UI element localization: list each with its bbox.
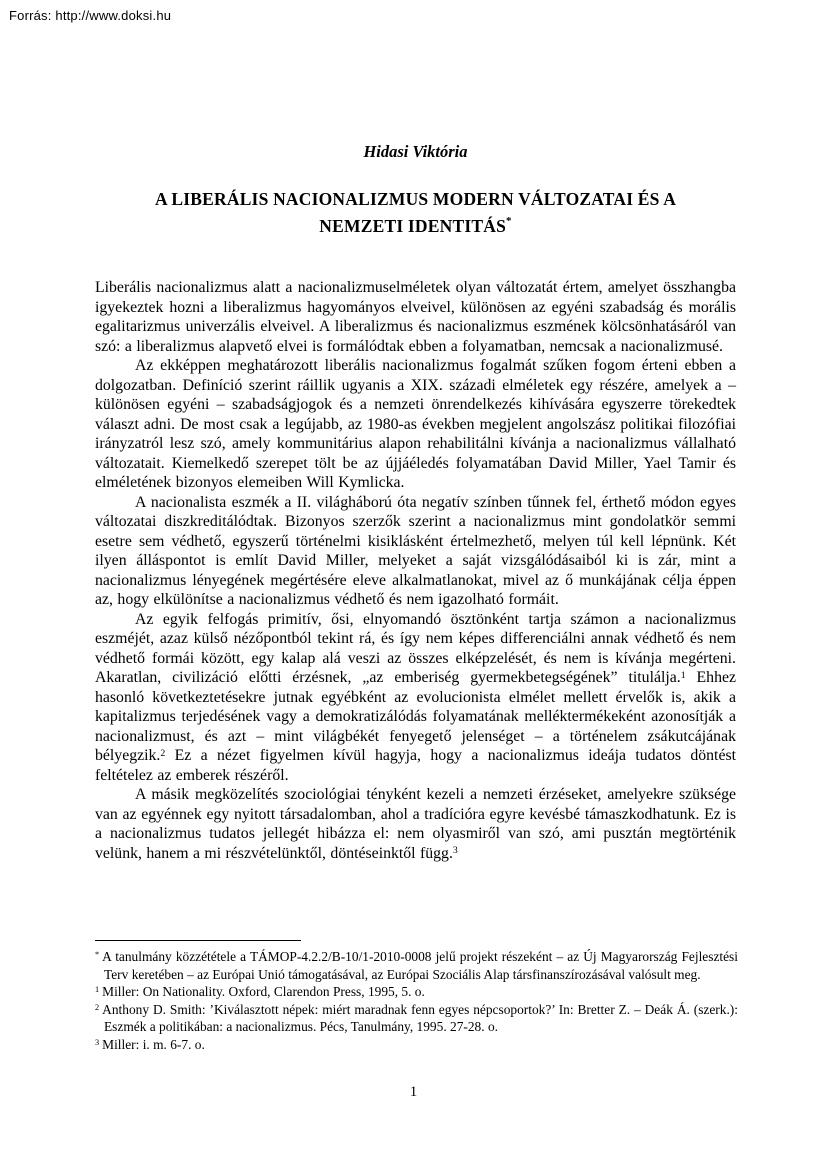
footnote-ref: 3 — [452, 845, 458, 857]
paragraph: A másik megközelítés szociológiai tényként kezeli a nemzeti érzéseket, amelyekre szüksége van az egyénnek egy nyitott társadalomban, ahol a tradícióra egyre kevésbé támaszkodhatunk. Ez is a nacionalizmus tudatos jellegét hibázza el: nem olyasmiről van szó, ami pusztán megtörténik velünk, hanem a mi részvételünktől, döntéseinktől függ.$^3$ — [95, 786, 736, 862]
paragraph: A nacionalista eszmék a II. világháború óta negatív színben tűnnek fel, érthető módon egyes változatai diszkreditálódtak. Bizonyos szerzők szerint a nacionalizmus mint gondolatkör semmi esetre sem védhető, egyszerű történelmi kisiklásként értelmezhető, melyen túl kell lépnünk. Két ilyen álláspontot is említ David Miller, melyeket a saját vizsgálódásaiból ki is zár, mint a nacionalizmus lényegének megértésére eleve alkalmatlanokat, mivel az ő munkájának célja éppen az, hogy elkülönítse a nacionalizmus védhető és nem igazolható formáit. — [95, 493, 736, 608]
body-paragraphs — [95, 278, 736, 863]
footnote-separator — [95, 940, 301, 941]
footnote: $^2$ Anthony D. Smith: ’Kiválasztott népek: miért maradnak fenn egyes népcsoportok?’ In: Bretter Z. – Deák Á. (szerk.): Eszmék a politikában: a nacionalizmus. Pécs, Tanulmány, 1995. 27-28. o. — [95, 1001, 738, 1035]
footnote-ref: 1 — [680, 669, 686, 681]
content-column — [95, 0, 736, 863]
footnote-marker: 2 — [95, 1003, 100, 1013]
paragraph: Az ekképpen meghatározott liberális nacionalizmus fogalmát szűken fogom érteni ebben a dolgozatban. Definíció szerint ráillik ugyanis a XIX. századi elméletek egy részére, amelyek a – különösen egyéni – szabadságjogok és a nemzeti önrendelkezés kihívására egyszerre törekedtek választ adni. De most csak a legújabb, az 1980-as években megjelent angolszász politikai filozófiai irányzatról lesz szó, amely kommunitárius alapon rehabilitálni kívánja a nacionalizmus vállalható változatait. Kiemelkedő szerepet tölt be az újjáéledés folyamatában David Miller, Yael Tamir és elméletének bizonyos elemeiben Will Kymlicka. — [95, 357, 736, 491]
title-footnote-marker: * — [506, 215, 512, 228]
paragraph: Az egyik felfogás primitív, ősi, elnyomandó ösztönként tartja számon a nacionalizmus eszméjét, azaz külső nézőpontból tekint rá, és így nem képes differenciálni annak védhető és nem védhető formái között, egy kalap alá veszi az összes elképzelését, és nem is kívánja megérteni. Akaratlan, civilizáció előtti érzésnek, „az emberiség gyermekbetegségének” titulálja.$^1$ Ehhez hasonló következtetésekre jutnak egyébként az evolucionista elmélet mellett érvelők is, akik a kapitalizmus terjedésének vagy a demokratizálódás folyamatának melléktermékeként azonosítják a nacionalizmust, és azt – mint világbékét fenyegető jelenséget – a történelem zsákutcájának bélyegzik.$^2$ Ez a nézet figyelmen kívül hagyja, hogy a nacionalizmus ideája tudatos döntést feltételez az emberek részéről. — [95, 610, 736, 784]
footnote-marker: 3 — [95, 1038, 100, 1048]
footnote-marker: * — [95, 950, 100, 960]
page-title — [95, 186, 736, 240]
footnotes-section — [95, 948, 738, 1054]
footnote-marker: 1 — [95, 985, 100, 995]
footnote: * A tanulmány közzététele a TÁMOP-4.2.2/B-10/1-2010-0008 jelű projekt részeként – az Új Magyarország Fejlesztési Terv keretében – az Európai Unió támogatásával, az Európai Szociális Alap társfinanszírozásával valósult meg. — [95, 949, 738, 982]
paragraph: Liberális nacionalizmus alatt a nacionalizmuselméletek olyan változatát értem, amelyet összhangba igyekeztek hozni a liberalizmus hagyományos elveivel, különösen az egyéni szabadság és morális egalitarizmus univerzális elveivel. A liberalizmus és nacionalizmus eszmének kölcsönhatásáról van szó: a liberalizmus alapvető elvei is formálódtak ebben a folyamatban, nemcsak a nacionalizmusé. — [95, 279, 736, 355]
footnote-ref: 2 — [160, 747, 166, 759]
footnote: $^3$ Miller: i. m. 6-7. o. — [95, 1036, 205, 1052]
author-name: Hidasi Viktória — [363, 142, 468, 161]
title-line-1: A LIBERÁLIS NACIONALIZMUS MODERN VÁLTOZATAI ÉS A — [154, 189, 677, 209]
footnote: $^1$ Miller: On Nationality. Oxford, Clarendon Press, 1995, 5. o. — [95, 984, 425, 1000]
source-url-note: Forrás: http://www.doksi.hu — [9, 8, 172, 23]
title-line-2: NEMZETI IDENTITÁS — [319, 216, 506, 236]
page-number: 1 — [409, 1084, 418, 1100]
